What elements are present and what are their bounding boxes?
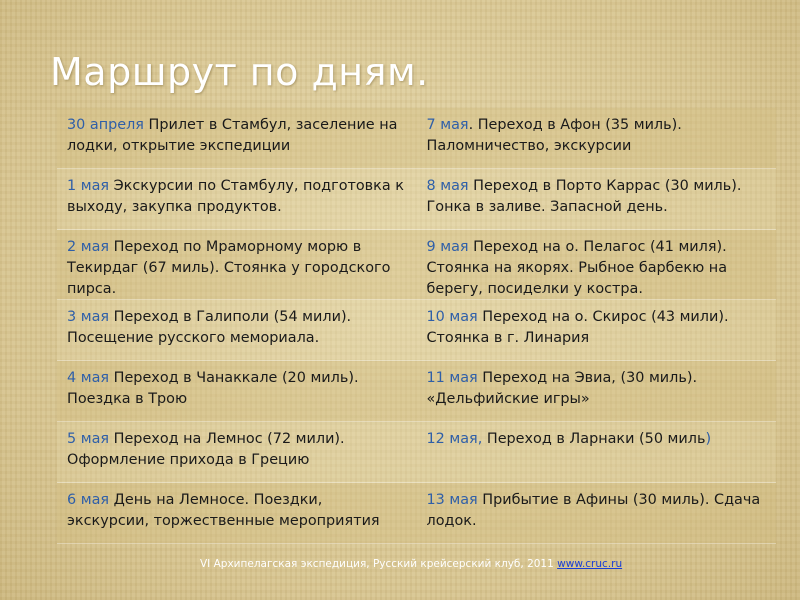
day-text: Переход в Порто Каррас (30 миль). Гонка в заливе. Запасной день. — [426, 178, 742, 215]
day-cell-left — [57, 361, 417, 421]
table-row — [57, 300, 776, 361]
page-title: Маршрут по дням. — [50, 50, 429, 94]
day-cell-left — [57, 422, 417, 482]
day-cell-right — [417, 361, 777, 421]
day-cell-right — [417, 169, 777, 229]
day-cell-right — [417, 108, 777, 168]
day-cell-left — [57, 230, 417, 299]
table-row — [57, 483, 776, 544]
day-cell-right — [417, 422, 777, 482]
table-row — [57, 422, 776, 483]
day-cell-left — [57, 300, 417, 360]
day-date: 2 мая — [67, 239, 110, 255]
day-cell-right — [417, 230, 777, 299]
day-text: Переход в Чанаккале (20 миль). Поездка в Трою — [67, 370, 359, 407]
table-row — [57, 230, 776, 300]
day-text: Прилет в Стамбул, заселение на лодки, открытие экспедиции — [67, 117, 398, 154]
table-row — [57, 361, 776, 422]
day-text: Переход на о. Пелагос (41 миля). Стоянка на якорях. Рыбное барбекю на берегу, посиделки у костра. — [426, 239, 728, 297]
day-date: 6 мая — [67, 492, 110, 508]
day-cell-left — [57, 108, 417, 168]
day-date: 13 мая — [426, 492, 478, 508]
day-date: 30 апреля — [67, 117, 144, 133]
day-text: Переход на о. Скирос (43 мили). Стоянка в г. Линария — [426, 309, 729, 346]
footer-link[interactable]: www.cruc.ru — [557, 558, 623, 570]
day-cell-left — [57, 169, 417, 229]
day-date: 4 мая — [67, 370, 110, 386]
day-date: 1 мая — [67, 178, 110, 194]
day-text: Переход по Мраморному морю в Текирдаг (67 миль). Стоянка у городского пирса. — [67, 239, 391, 297]
day-text: Экскурсии по Стамбулу, подготовка к выходу, закупка продуктов. — [67, 178, 404, 215]
day-date: 5 мая — [67, 431, 110, 447]
day-text: Переход на Эвиа, (30 миль). «Дельфийские игры» — [426, 370, 698, 407]
day-text: Прибытие в Афины (30 миль). Сдача лодок. — [426, 492, 761, 529]
day-tail: ) — [705, 431, 712, 447]
day-text: Переход на Лемнос (72 мили). Оформление прихода в Грецию — [67, 431, 345, 468]
day-text: Переход в Ларнаки (50 миль — [482, 431, 706, 447]
day-cell-right — [417, 300, 777, 360]
footer — [200, 558, 670, 570]
day-date: 12 мая, — [426, 431, 483, 447]
day-date: 7 мая — [426, 117, 469, 133]
day-text: . Переход в Афон (35 миль). Паломничество, экскурсии — [426, 117, 682, 154]
day-text: День на Лемносе. Поездки, экскурсии, торжественные мероприятия — [67, 492, 380, 529]
day-text: Переход в Галиполи (54 мили). Посещение русского мемориала. — [67, 309, 352, 346]
itinerary-table — [57, 108, 776, 538]
day-cell-left — [57, 483, 417, 543]
footer-text: VI Архипелагская экспедиция, Русский крейсерский клуб, 2011 — [200, 558, 558, 570]
day-date: 9 мая — [426, 239, 469, 255]
table-row — [57, 108, 776, 169]
day-date: 10 мая — [426, 309, 478, 325]
day-date: 8 мая — [426, 178, 469, 194]
table-row — [57, 169, 776, 230]
day-date: 3 мая — [67, 309, 110, 325]
day-cell-right — [417, 483, 777, 543]
day-date: 11 мая — [426, 370, 478, 386]
